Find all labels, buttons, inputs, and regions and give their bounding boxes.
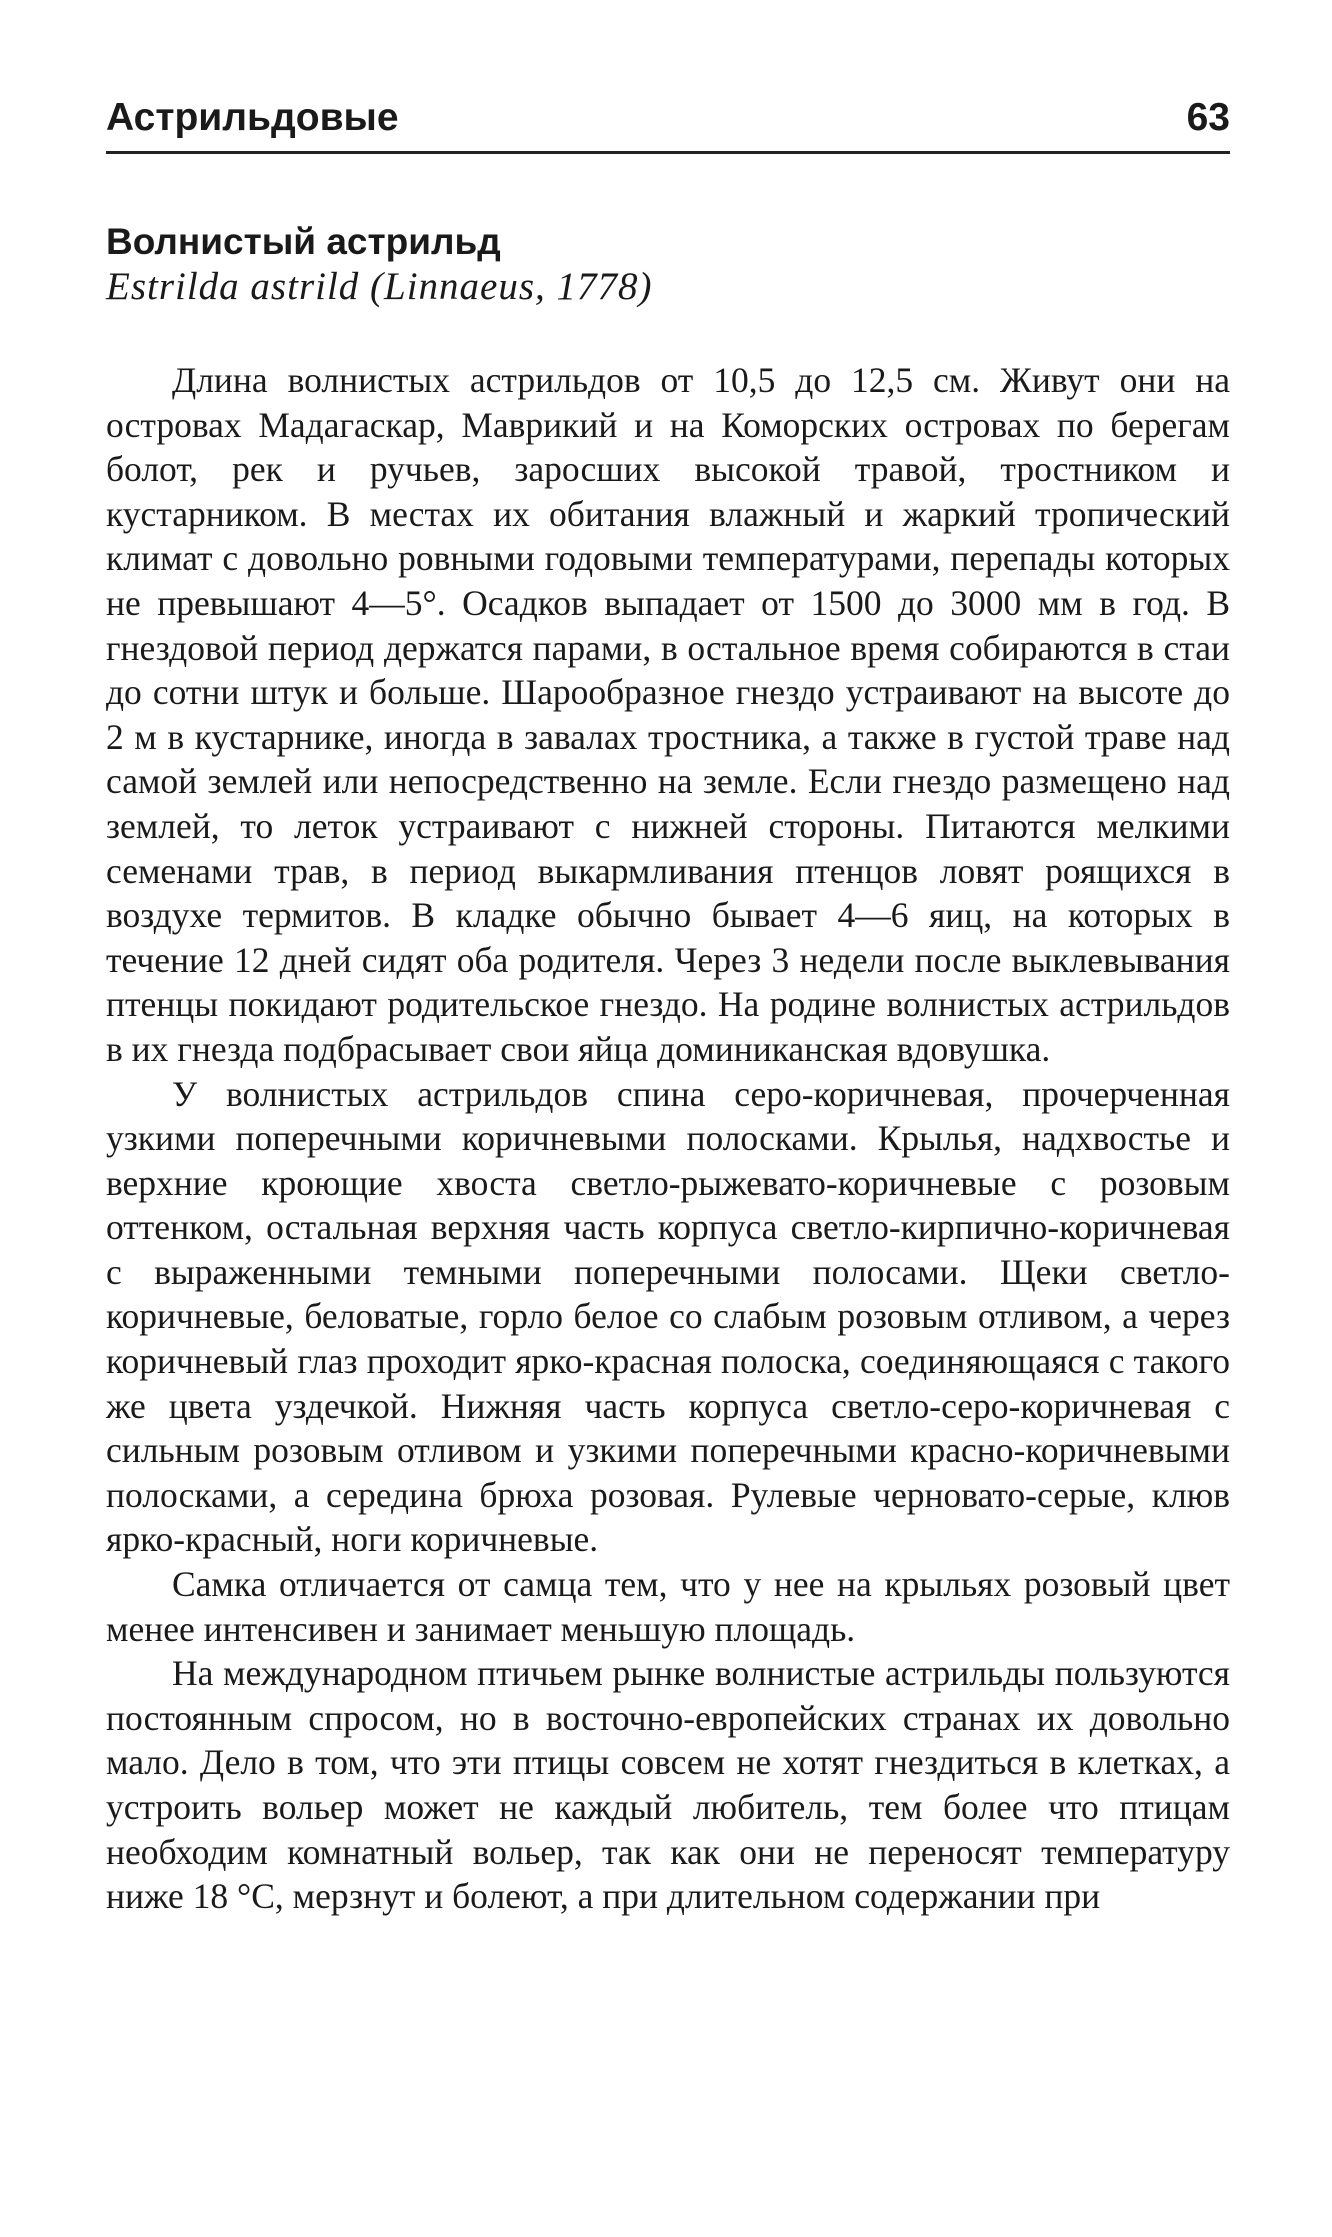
paragraph-market: На международном птичьем рынке волнистые астрильды пользуются постоянным спросом, но в восточно-европейских странах их довольно мало. Дело в том, что эти птицы совсем не хотят гнездиться в клетках, а устроить вольер может не каждый любитель, тем более что птицам необходим комнатный вольер, так как они не переносят температуру ниже 18 °С, мерзнут и болеют, а при длительном содержании при bbox=[106, 1653, 1230, 1917]
book-page bbox=[106, 95, 1230, 1919]
species-latin-name: Estrilda astrild (Linnaeus, 1778) bbox=[106, 265, 653, 308]
section-heading: Астрильдовые bbox=[106, 96, 399, 139]
paragraph-plumage: У волнистых астрильдов спина серо-коричневая, прочерченная узкими поперечными коричневыми полосками. Крылья, надхвостье и верхние кроющие хвоста светло-рыжевато-коричневые с розовым оттенком, остальная верхняя часть корпуса светло-кирпично-коричневая с выраженными темными поперечными полосами. Щеки светло-коричневые, беловатые, горло белое со слабым розовым отливом, а через коричневый глаз проходит ярко-красная полоска, соединяющаяся с такого же цвета уздечкой. Нижняя часть корпуса светло-серо-коричневая с сильным розовым отливом и узкими поперечными красно-коричневыми полосками, а середина брюха розовая. Рулевые черновато-серые, клюв ярко-красный, ноги коричневые. bbox=[106, 1073, 1230, 1560]
article-body bbox=[106, 358, 1230, 1919]
page-number: 63 bbox=[1186, 96, 1230, 139]
paragraph-female: Самка отличается от самца тем, что у нее на крыльях розовый цвет менее интенсивен и занимает меньшую площадь. bbox=[106, 1564, 1230, 1649]
running-header bbox=[106, 95, 1230, 154]
paragraph-habitat: Длина волнистых астрильдов от 10,5 до 12,5 см. Живут они на островах Мадагаскар, Маврикий и на Коморских островах по берегам болот, рек и ручьев, заросших высокой травой, тростником и кустарником. В местах их обитания влажный и жаркий тропический климат с довольно ровными годовыми температурами, перепады которых не превышают 4—5°. Осадков выпадает от 1500 до 3000 мм в год. В гнездовой период держатся парами, в остальное время собираются в стаи до сотни штук и больше. Шарообразное гнездо устраивают на высоте до 2 м в кустарнике, иногда в завалах тростника, а также в густой траве над самой землей или непосредственно на земле. Если гнездо размещено над землей, то леток устраивают с нижней стороны. Питаются мелкими семенами трав, в период выкармливания птенцов ловят роящихся в воздухе термитов. В кладке обычно бывает 4—6 яиц, на которых в течение 12 дней сидят оба родителя. Через 3 недели после выклевывания птенцы покидают родительское гнездо. На родине волнистых астрильдов в их гнезда подбрасывает свои яйца доминиканская вдовушка. bbox=[106, 360, 1230, 1069]
species-title: Волнистый астрильд bbox=[106, 221, 501, 262]
